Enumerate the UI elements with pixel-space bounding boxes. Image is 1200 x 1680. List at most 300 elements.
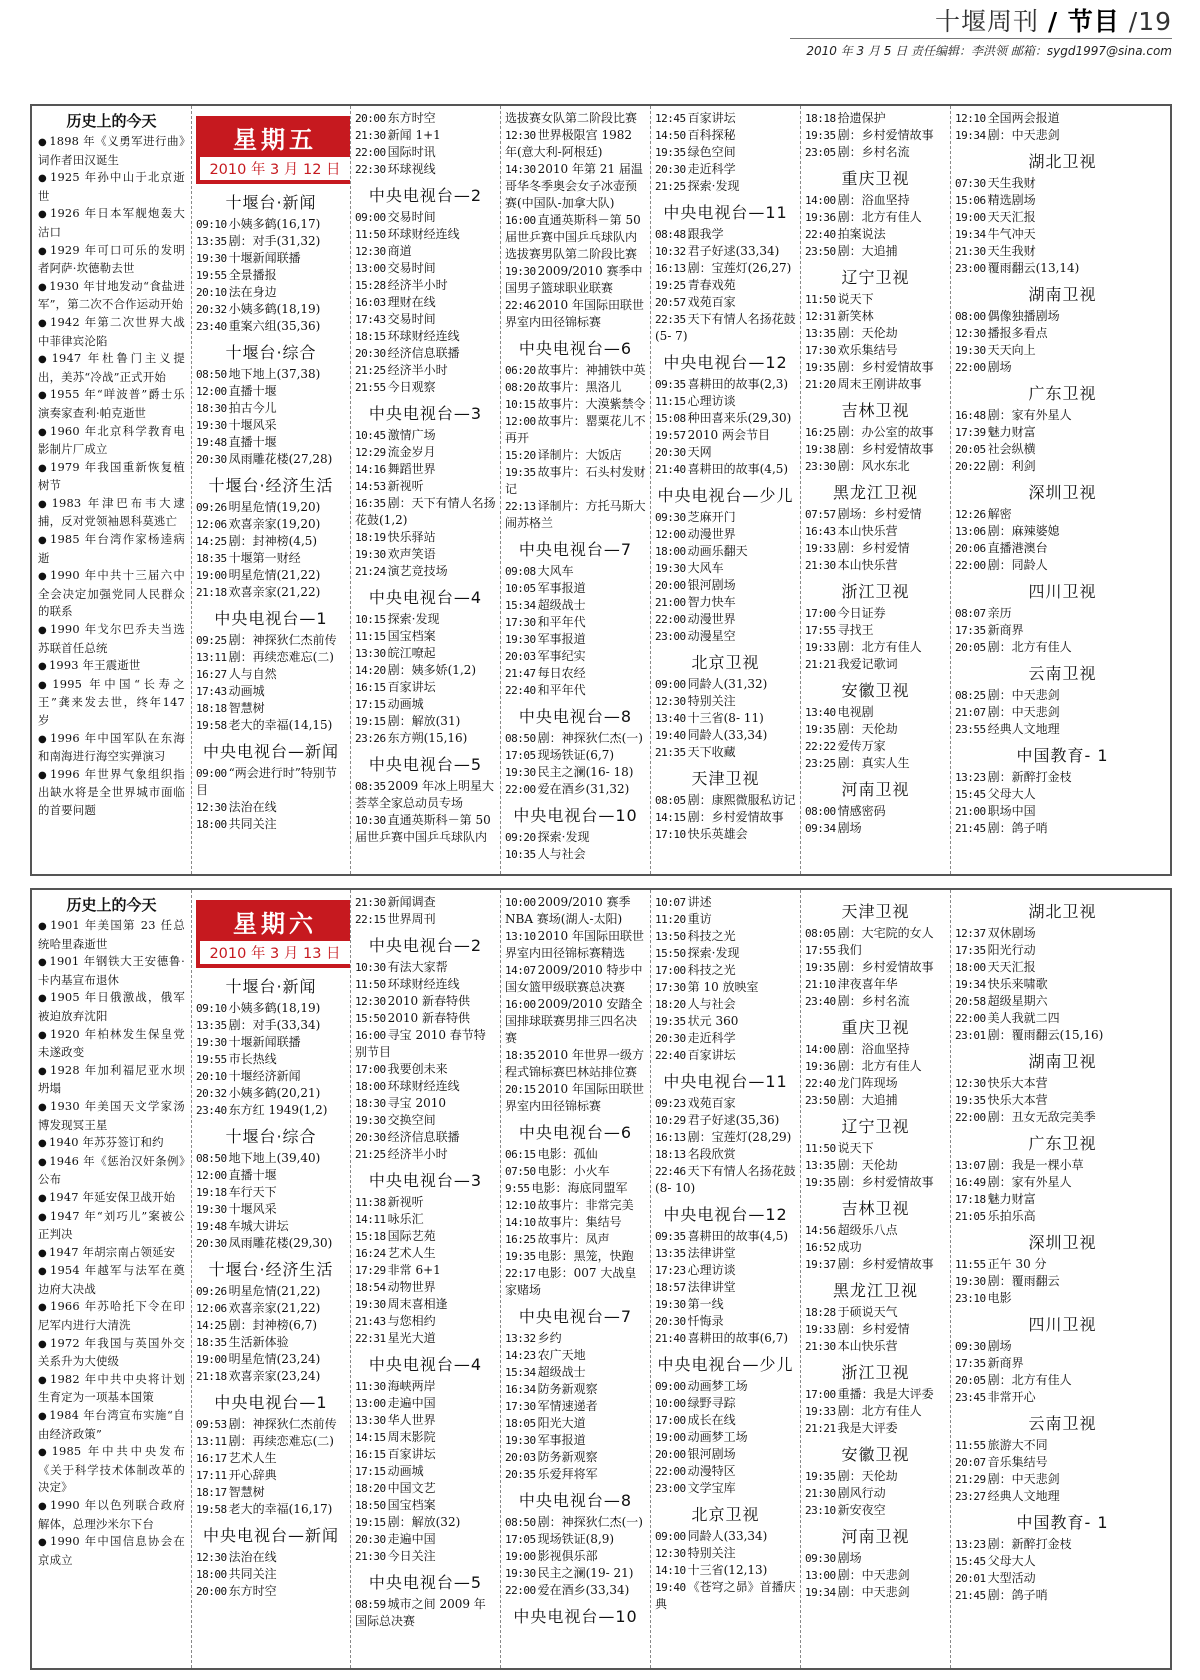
program-row xyxy=(196,366,346,383)
program-row xyxy=(355,243,496,260)
program-time: 18:13 xyxy=(655,1148,686,1161)
program-row xyxy=(355,1228,496,1245)
program-time: 21:25 xyxy=(655,180,686,193)
history-item: ● 1946 年《惩治汉奸条例》公布 xyxy=(38,1153,185,1189)
channel-heading: 中央电视台—2 xyxy=(368,186,483,205)
program-title: 青春戏苑 xyxy=(687,278,736,292)
program-title: 2009/2010 赛季中国男子篮球职业联赛 xyxy=(505,264,643,295)
history-item: ● 1990 年戈尔巴乔夫当选苏联首任总统 xyxy=(38,621,185,657)
program-time: 21:07 xyxy=(955,706,986,719)
program-row xyxy=(805,1485,946,1502)
program-title: 爱传万家 xyxy=(837,739,886,753)
program-title: 剧：神探狄仁杰前传 xyxy=(228,1417,337,1431)
program-title: 剧：家有外星人 xyxy=(987,1175,1072,1189)
program-title: 直播十堰 xyxy=(228,384,277,398)
program-row xyxy=(355,911,496,928)
program-time: 19:34 xyxy=(955,978,986,991)
schedule-column xyxy=(800,890,950,1668)
history-item: ● 1960 年北京科学教育电影制片厂成立 xyxy=(38,423,185,459)
program-row xyxy=(196,1300,346,1317)
program-title: 剧场 xyxy=(837,1551,862,1565)
program-title: 军事纪实 xyxy=(537,649,586,663)
program-row xyxy=(805,1041,946,1058)
program-title: 剧：乡村爱情故事 xyxy=(837,960,934,974)
program-time: 23:45 xyxy=(955,1391,986,1404)
program-time: 21:25 xyxy=(355,1148,386,1161)
program-title: 天天向上 xyxy=(987,343,1036,357)
program-title: 剧：神探狄仁杰前传 xyxy=(228,633,337,647)
channel-heading: 中央电视台—3 xyxy=(368,1171,483,1190)
program-row xyxy=(655,543,796,560)
channel-heading: 中央电视台—新闻 xyxy=(202,1526,339,1545)
program-row xyxy=(505,1214,646,1231)
program-title: 影视俱乐部 xyxy=(537,1549,598,1563)
program-title: 天下有情人名扬花鼓(5- 7) xyxy=(655,312,796,343)
program-time: 11:30 xyxy=(355,1380,386,1393)
program-row xyxy=(196,1034,346,1051)
program-row xyxy=(505,110,646,127)
program-time: 09:30 xyxy=(955,1340,986,1353)
program-title: 本山快乐营 xyxy=(837,558,898,572)
program-title: 星光大道 xyxy=(387,1331,436,1345)
channel-heading: 十堰台·综合 xyxy=(225,343,317,362)
program-time: 16:00 xyxy=(505,214,536,227)
program-time: 20:00 xyxy=(355,112,386,125)
program-row xyxy=(196,284,346,301)
program-row xyxy=(355,260,496,277)
program-title: 小姨多鹤(20,21) xyxy=(228,1086,321,1100)
channel-heading: 中央电视台—1 xyxy=(214,609,328,628)
program-title: 老大的幸福(16,17) xyxy=(228,1502,333,1516)
program-title: 交易时间 xyxy=(387,312,436,326)
program-title: 父母大人 xyxy=(987,787,1036,801)
program-title: 快乐英雄会 xyxy=(687,827,748,841)
program-row xyxy=(196,550,346,567)
program-row xyxy=(955,1471,1170,1488)
program-time: 22:22 xyxy=(805,740,836,753)
program-time: 22:46 xyxy=(505,299,536,312)
program-title: 人与社会 xyxy=(537,847,586,861)
program-row xyxy=(505,1180,646,1197)
program-row xyxy=(196,1334,346,1351)
channel-heading: 中央电视台—6 xyxy=(518,1123,633,1142)
program-time: 10:29 xyxy=(655,1114,686,1127)
program-row xyxy=(196,666,346,683)
program-time: 21:35 xyxy=(655,746,686,759)
program-title: 2010 新春特供 xyxy=(387,1011,470,1025)
program-row xyxy=(196,1167,346,1184)
program-row xyxy=(805,942,946,959)
program-time: 18:00 xyxy=(955,961,986,974)
program-title: 故事片：集结号 xyxy=(537,1215,622,1229)
program-time: 06:15 xyxy=(505,1148,536,1161)
program-row xyxy=(196,267,346,284)
program-row xyxy=(655,1463,796,1480)
program-time: 17:35 xyxy=(955,1357,986,1370)
program-time: 23:30 xyxy=(805,460,836,473)
program-time: 13:00 xyxy=(355,262,386,275)
program-row xyxy=(805,605,946,622)
program-row xyxy=(196,1068,346,1085)
program-row xyxy=(505,1163,646,1180)
channel-heading: 中央电视台—11 xyxy=(663,203,788,222)
program-title: 2010 年国际田联世界室内田径锦标赛精选 xyxy=(505,929,644,960)
program-title: 银河剧场 xyxy=(687,1447,736,1461)
program-row xyxy=(355,1531,496,1548)
program-row xyxy=(655,461,796,478)
program-row xyxy=(196,400,346,417)
program-row xyxy=(505,597,646,614)
program-row xyxy=(196,1549,346,1566)
program-time: 10:45 xyxy=(355,429,386,442)
program-time: 14:15 xyxy=(355,1431,386,1444)
program-title: 海峡两岸 xyxy=(387,1379,436,1393)
program-title: 剧：天伦劫 xyxy=(837,326,898,340)
program-row xyxy=(655,979,796,996)
history-item: ● 1990 年以色列联合政府解体，总理沙米尔下台 xyxy=(38,1497,185,1533)
program-row xyxy=(355,1262,496,1279)
program-row xyxy=(805,820,946,837)
date-label: 2010 年 3 月 12 日 xyxy=(200,157,350,180)
program-title: 东方时空 xyxy=(228,1584,277,1598)
program-row xyxy=(805,1157,946,1174)
program-time: 20:07 xyxy=(955,1456,986,1469)
program-row xyxy=(505,464,646,498)
program-time: 22:00 xyxy=(655,613,686,626)
program-row xyxy=(355,778,496,812)
program-title: 全景播报 xyxy=(228,268,277,282)
program-time: 13:30 xyxy=(355,647,386,660)
program-time: 21:18 xyxy=(196,1370,227,1383)
program-row xyxy=(805,1338,946,1355)
program-time: 19:30 xyxy=(655,562,686,575)
program-row xyxy=(805,993,946,1010)
program-row xyxy=(355,328,496,345)
history-item: ● 1947 年延安保卫战开始 xyxy=(38,1189,185,1208)
history-item: ● 1930 年美国天文学家汤博发现冥王星 xyxy=(38,1098,185,1134)
program-title: 特别关注 xyxy=(687,1546,736,1560)
program-time: 22:00 xyxy=(355,146,386,159)
program-title: 剧风行动 xyxy=(837,1486,886,1500)
program-title: 剧：北方有佳人 xyxy=(987,1373,1072,1387)
program-time: 19:40 xyxy=(655,1581,686,1594)
program-row xyxy=(505,648,646,665)
program-title: 剧：康熙微服私访记 xyxy=(687,793,796,807)
program-title: 故事片：凤声 xyxy=(537,1232,610,1246)
program-title: 动画城 xyxy=(228,684,265,698)
program-time: 23:00 xyxy=(955,262,986,275)
program-title: 超级战士 xyxy=(537,1365,586,1379)
program-time: 20:05 xyxy=(955,641,986,654)
program-title: 情感密码 xyxy=(837,804,886,818)
program-row xyxy=(805,738,946,755)
channel-heading: 中央电视台—4 xyxy=(368,1355,483,1374)
program-time: 14:20 xyxy=(355,664,386,677)
issue-info: 2010 年 3 月 5 日 责任编辑：李洪领 邮箱：sygd1997@sina.com xyxy=(806,44,1172,58)
program-row xyxy=(355,812,496,846)
program-title: 剧：神探狄仁杰(一) xyxy=(537,1515,643,1529)
program-time: 13:06 xyxy=(955,525,986,538)
program-row xyxy=(505,682,646,699)
program-row xyxy=(955,424,1170,441)
program-row xyxy=(355,1395,496,1412)
program-row xyxy=(805,291,946,308)
program-title: 十三省(8- 11) xyxy=(687,711,764,725)
program-title: 剧：乡村爱情故事 xyxy=(837,1257,934,1271)
program-time: 20:03 xyxy=(505,650,536,663)
program-title: 大型活动 xyxy=(987,1571,1036,1585)
program-time: 19:30 xyxy=(196,1036,227,1049)
program-time: 17:30 xyxy=(505,1400,536,1413)
history-title: 历史上的今天 xyxy=(66,112,157,130)
program-title: 剧：覆雨翻云 xyxy=(987,1274,1060,1288)
program-time: 07:30 xyxy=(955,177,986,190)
program-time: 18:19 xyxy=(355,531,386,544)
program-row xyxy=(355,628,496,645)
program-time: 14:00 xyxy=(805,1043,836,1056)
program-time: 16:25 xyxy=(505,1233,536,1246)
program-time: 19:48 xyxy=(196,1220,227,1233)
program-row xyxy=(805,540,946,557)
program-time: 22:17 xyxy=(505,1267,536,1280)
program-row xyxy=(196,216,346,233)
program-row xyxy=(196,683,346,700)
program-row xyxy=(655,594,796,611)
program-time: 08:59 xyxy=(355,1598,386,1611)
program-time: 21:21 xyxy=(805,1422,836,1435)
program-time: 12:26 xyxy=(955,508,986,521)
program-time: 14:56 xyxy=(805,1224,836,1237)
program-title: 剧：天伦劫 xyxy=(837,722,898,736)
program-title: 选拔赛女队第二阶段比赛 xyxy=(505,111,638,125)
program-time: 22:00 xyxy=(955,1012,986,1025)
program-title: 电影：海底同盟军 xyxy=(531,1181,628,1195)
channel-heading: 中央电视台—12 xyxy=(663,1205,788,1224)
program-row xyxy=(805,1468,946,1485)
program-title: 环球财经连线 xyxy=(387,1079,460,1093)
program-row xyxy=(955,441,1170,458)
program-time: 13:35 xyxy=(805,327,836,340)
program-row xyxy=(196,1467,346,1484)
program-time: 09:53 xyxy=(196,1418,227,1431)
program-title: 周末喜相逢 xyxy=(387,1297,448,1311)
program-time: 19:35 xyxy=(805,1470,836,1483)
program-row xyxy=(505,379,646,396)
program-title: 我爱记歌词 xyxy=(837,657,898,671)
program-time: 23:10 xyxy=(955,1292,986,1305)
program-row xyxy=(955,1256,1170,1273)
program-time: 12:30 xyxy=(505,129,536,142)
program-title: 百家讲坛 xyxy=(387,680,436,694)
program-row xyxy=(355,993,496,1010)
program-row xyxy=(505,730,646,747)
program-time: 21:24 xyxy=(355,565,386,578)
program-row xyxy=(196,1433,346,1450)
program-title: 剧：中天悲剑 xyxy=(987,705,1060,719)
program-title: 剧：利剑 xyxy=(987,459,1036,473)
program-time: 17:18 xyxy=(955,1193,986,1206)
program-time: 19:33 xyxy=(805,542,836,555)
program-title: 精选剧场 xyxy=(987,193,1036,207)
day-banner xyxy=(196,900,350,968)
program-time: 17:10 xyxy=(655,828,686,841)
program-title: 直通英斯科－第 50 届世乒赛中国乒乓球队内 xyxy=(355,813,491,844)
program-time: 19:35 xyxy=(655,146,686,159)
program-row xyxy=(505,614,646,631)
program-title: 我要创未来 xyxy=(387,1062,448,1076)
program-title: 小姨多鹤(18,19) xyxy=(228,302,321,316)
program-time: 19:00 xyxy=(196,1353,227,1366)
program-time: 14:07 xyxy=(505,964,536,977)
program-time: 12:30 xyxy=(955,327,986,340)
program-title: 正午 30 分 xyxy=(987,1257,1047,1271)
program-time: 21:30 xyxy=(955,245,986,258)
program-time: 18:00 xyxy=(196,818,227,831)
program-title: 国际时讯 xyxy=(387,145,436,159)
program-time: 14:11 xyxy=(355,1213,386,1226)
program-row xyxy=(355,427,496,444)
program-row xyxy=(505,127,646,161)
program-time: 19:35 xyxy=(655,1015,686,1028)
program-time: 11:50 xyxy=(355,228,386,241)
program-title: 国际艺苑 xyxy=(387,1229,436,1243)
program-row xyxy=(655,444,796,461)
program-time: 21:30 xyxy=(805,1340,836,1353)
program-title: 社会纵横 xyxy=(987,442,1036,456)
program-row xyxy=(655,1429,796,1446)
program-time: 10:00 xyxy=(655,1397,686,1410)
program-title: 世界极限宫 1982 年(意大利-阿根廷) xyxy=(505,128,632,159)
program-title: 车行天下 xyxy=(228,1185,277,1199)
program-row xyxy=(655,727,796,744)
history-item: ● 1954 年越军与法军在奠边府大决战 xyxy=(38,1262,185,1298)
channel-heading: 云南卫视 xyxy=(1028,1414,1097,1433)
program-title: 电影：孤仙 xyxy=(537,1147,598,1161)
program-row xyxy=(955,1273,1170,1290)
saturday-schedule-panel xyxy=(30,888,1172,1670)
program-row xyxy=(655,1545,796,1562)
program-title: 超级星期六 xyxy=(987,994,1048,1008)
program-title: 剧：大追捕 xyxy=(837,244,898,258)
program-title: 智慧树 xyxy=(228,701,265,715)
program-title: 智力快车 xyxy=(687,595,736,609)
program-title: 剧：麻辣婆媳 xyxy=(987,524,1060,538)
program-title: 百家讲坛 xyxy=(387,1447,436,1461)
program-row xyxy=(655,178,796,195)
program-time: 08:50 xyxy=(196,1152,227,1165)
program-row xyxy=(655,1112,796,1129)
program-title: 剧：中天悲剑 xyxy=(837,1568,910,1582)
program-title: 动画乐翻天 xyxy=(687,544,748,558)
program-title: 法治在线 xyxy=(228,1550,277,1564)
program-row xyxy=(955,407,1170,424)
program-title: 2010 新春特供 xyxy=(387,994,470,1008)
program-row xyxy=(505,764,646,781)
history-item: ● 1940 年苏芬签订和约 xyxy=(38,1134,185,1153)
program-row xyxy=(955,622,1170,639)
program-title: 讲述 xyxy=(687,895,712,909)
program-title: 同龄人(31,32) xyxy=(687,677,768,691)
history-item: ● 1984 年台湾宣布实施“自由经济政策” xyxy=(38,1407,185,1443)
program-row xyxy=(805,1239,946,1256)
program-row xyxy=(805,1403,946,1420)
program-time: 20:30 xyxy=(655,1032,686,1045)
program-time: 17:35 xyxy=(955,944,986,957)
program-row xyxy=(505,362,646,379)
program-time: 20:00 xyxy=(196,1585,227,1598)
program-time: 17:23 xyxy=(655,1264,686,1277)
program-title: 《苍穹之昴》首播庆典 xyxy=(655,1580,796,1611)
program-time: 20:57 xyxy=(655,296,686,309)
program-title: 特别关注 xyxy=(687,694,736,708)
program-title: 和平年代 xyxy=(537,683,586,697)
program-time: 17:43 xyxy=(196,685,227,698)
program-row xyxy=(505,297,646,331)
program-row xyxy=(355,1027,496,1061)
history-item: ● 1947 年“刘巧儿”案被公正判决 xyxy=(38,1208,185,1244)
program-row xyxy=(505,665,646,682)
program-row xyxy=(955,1372,1170,1389)
program-time: 14:15 xyxy=(655,811,686,824)
program-title: 百家讲坛 xyxy=(687,111,736,125)
program-row xyxy=(655,1013,796,1030)
program-time: 19:33 xyxy=(805,1323,836,1336)
program-row xyxy=(655,1395,796,1412)
program-row xyxy=(355,1378,496,1395)
program-title: 2009/2010 安踏全国排球联赛男排三四名决赛 xyxy=(505,997,643,1045)
program-row xyxy=(355,976,496,993)
program-time: 17:00 xyxy=(655,1414,686,1427)
program-title: 剧：乡村爱情故事 xyxy=(837,360,934,374)
program-title: 十堰新闻联播 xyxy=(228,251,301,265)
program-row xyxy=(955,1208,1170,1225)
program-row xyxy=(655,277,796,294)
program-row xyxy=(196,1416,346,1433)
program-title: 译制片：大饭店 xyxy=(537,448,622,462)
program-row xyxy=(955,192,1170,209)
program-title: 华人世界 xyxy=(387,1413,436,1427)
program-time: 17:30 xyxy=(505,616,536,629)
program-time: 20:30 xyxy=(655,163,686,176)
program-time: 16:15 xyxy=(355,681,386,694)
program-time: 08:05 xyxy=(805,927,836,940)
program-time: 12:30 xyxy=(196,801,227,814)
history-item: ● 1990 年中共十三届六中全会决定加强党同人民群众的联系 xyxy=(38,567,185,621)
channel-heading: 安徽卫视 xyxy=(841,1445,910,1464)
program-row xyxy=(505,1548,646,1565)
program-time: 16:13 xyxy=(655,1131,686,1144)
program-time: 23:01 xyxy=(955,1029,986,1042)
program-time: 18:30 xyxy=(196,402,227,415)
program-title: 全国两会报道 xyxy=(987,111,1060,125)
program-time: 21:47 xyxy=(505,667,536,680)
program-time: 17:05 xyxy=(505,1533,536,1546)
program-time: 15:34 xyxy=(505,1366,536,1379)
program-title: 东方时空 xyxy=(387,111,436,125)
program-time: 13:35 xyxy=(196,235,227,248)
history-item: ● 1972 年我国与英国外交关系升为大使级 xyxy=(38,1335,185,1371)
program-row xyxy=(196,816,346,833)
program-time: 12:30 xyxy=(655,695,686,708)
program-row xyxy=(955,925,1170,942)
channel-heading: 中央电视台—6 xyxy=(518,339,633,358)
program-row xyxy=(955,540,1170,557)
program-row xyxy=(955,359,1170,376)
program-row xyxy=(805,976,946,993)
program-row xyxy=(355,1095,496,1112)
program-time: 19:35 xyxy=(505,1250,536,1263)
program-time: 19:58 xyxy=(196,1503,227,1516)
